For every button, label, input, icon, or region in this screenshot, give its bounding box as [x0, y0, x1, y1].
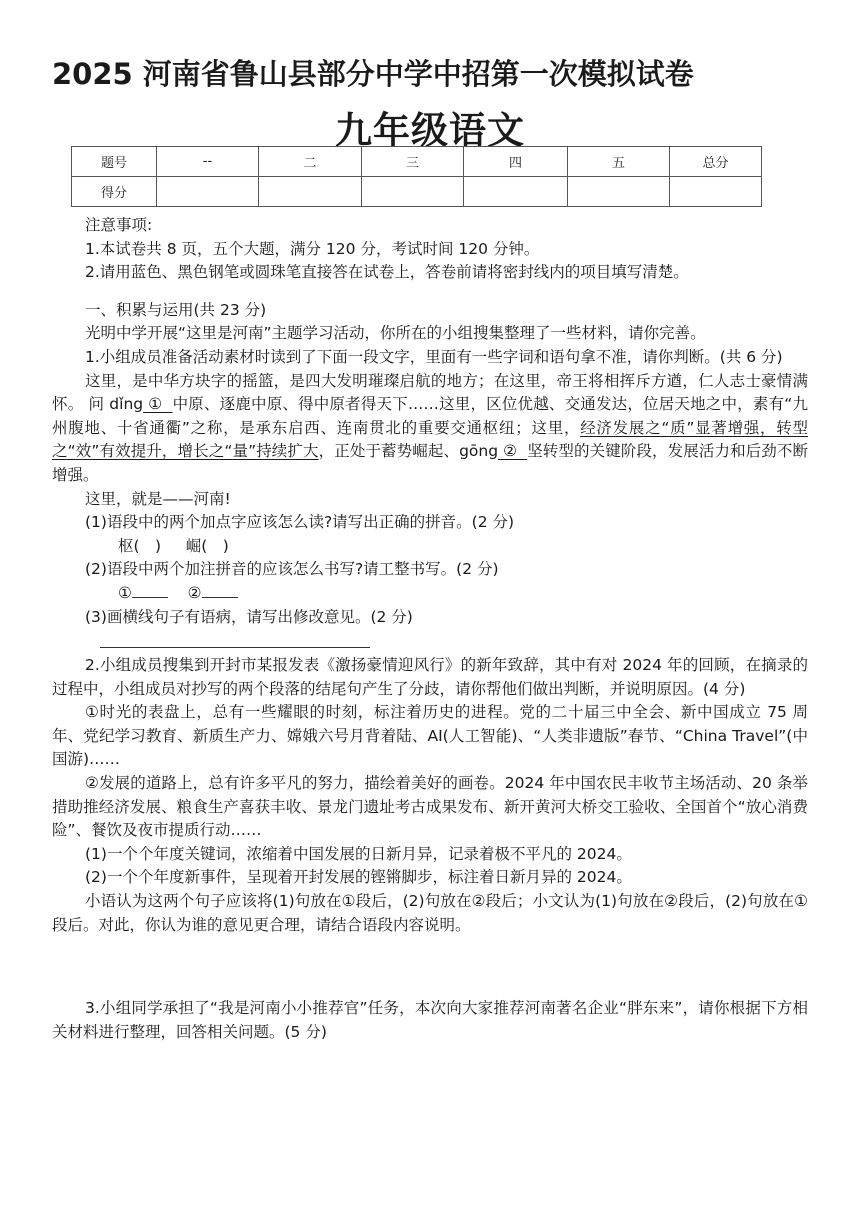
score-cell-section-1: -- — [157, 147, 259, 177]
underlined-sentence: 经济发展之“质”显著增强，转型之“效”有效提升，增长之“量”持续扩大 — [52, 418, 808, 461]
pinyin-blank-1[interactable]: ① — [148, 395, 163, 414]
q1-passage-part-c: ，正处于蓄势崛起、gōng — [318, 442, 499, 461]
score-cell-section-5: 五 — [568, 147, 670, 177]
pinyin-blank-2[interactable]: ② — [503, 442, 518, 461]
q2-paragraph-1: ①时光的表盘上，总有一些耀眼的时刻，标注着历史的进程。党的二十届三中全会、新中国成立 75 周年、党纪学习教育、新质生产力、嫦娥六号月背着陆、AI(人工智能)、“人类非遗版”春节、“China Travel”(中国游)…… — [52, 703, 808, 769]
score-cell-section-2: 二 — [259, 147, 362, 177]
exam-content — [52, 214, 808, 1044]
score-cell-section-4: 四 — [464, 147, 568, 177]
q2-stem: 2.小组成员搜集到开封市某报发表《激扬豪情迎风行》的新年致辞，其中有对 2024 年的回顾，在摘录的过程中，小组成员对抄写的两个段落的结尾句产生了分歧，请你帮他们做出判断，并说明原因。(4 分) — [52, 656, 808, 698]
score-table — [71, 146, 762, 207]
score-input-cell[interactable] — [464, 177, 568, 207]
q1-passage-part-a: 这里，是中华方块字的摇篮，是四大发明璀璨启航的地方；在这里，帝王将相挥斥方遒，仁人志士豪情满怀。 问 dǐng — [52, 371, 808, 414]
q1-passage — [52, 370, 808, 488]
q2-question: 小语认为这两个句子应该将(1)句放在①段后，(2)句放在②段后；小文认为(1)句放在②段后，(2)句放在①段后。对此，你认为谁的意见更合理，请结合语段内容说明。 — [52, 892, 808, 934]
section1-intro: 光明中学开展“这里是河南”主题学习活动，你所在的小组搜集整理了一些材料，请你完善。 — [85, 324, 706, 343]
q1-passage-part-d: 坚转型的关键阶段，发展活力和后劲不断增强。 — [52, 442, 808, 484]
score-table-score-row — [72, 177, 762, 207]
pinyin-answer-jue[interactable]: 崛( ) — [185, 536, 229, 555]
notes-heading: 注意事项: — [85, 216, 153, 234]
q1-sub1: (1)语段中的两个加点字应该怎么读?请写出正确的拼音。(2 分) — [85, 513, 515, 532]
score-input-cell[interactable] — [670, 177, 762, 207]
q1-sub1-answers — [52, 535, 808, 559]
q2-answer-space[interactable] — [52, 937, 808, 997]
score-cell-label: 题号 — [72, 147, 157, 177]
score-input-cell[interactable] — [362, 177, 464, 207]
handwrite-blank-2[interactable] — [202, 582, 238, 598]
q2-sentence-1: (1)一个个年度关键词，浓缩着中国发展的日新月异，记录着极不平凡的 2024。 — [85, 844, 632, 863]
q1-stem: 1.小组成员准备活动素材时读到了下面一段文字，里面有一些字词和语句拿不准，请你判断。(共 6 分) — [85, 347, 783, 366]
score-input-cell[interactable] — [568, 177, 670, 207]
notes-item-2: 2.请用蓝色、黑色钢笔或圆珠笔直接答在试卷上，答卷前请将密封线内的项目填写清楚。 — [85, 263, 689, 282]
score-cell-section-3: 三 — [362, 147, 464, 177]
score-input-cell[interactable] — [157, 177, 259, 207]
exam-title: 2025 河南省鲁山县部分中学中招第一次模拟试卷 — [52, 57, 694, 91]
handwrite-blank-1[interactable] — [132, 582, 168, 598]
notes-item-1: 1.本试卷共 8 页，五个大题，满分 120 分，考试时间 120 分钟。 — [85, 239, 540, 258]
q1-sub3: (3)画横线句子有语病，请写出修改意见。(2 分) — [85, 607, 413, 626]
score-cell-total: 总分 — [670, 147, 762, 177]
section1-heading: 一、积累与运用(共 23 分) — [85, 300, 267, 319]
q1-passage-part-b: 中原、逐鹿中原、得中原者得天下……这里，区位优越、交通发达，位居天地之中，素有“九州腹地、十省通衢”之称，是承东启西、连南贯北的重要交通枢纽；这里， — [52, 395, 808, 437]
q2-sentence-2: (2)一个个年度新事件，呈现着开封发展的铿锵脚步，标注着日新月异的 2024。 — [85, 868, 632, 887]
q1-sub2-answers: ① ② — [52, 582, 808, 606]
q1-sub2: (2)语段中两个加注拼音的应该怎么书写?请工整书写。(2 分) — [85, 560, 499, 579]
score-input-cell[interactable] — [259, 177, 362, 207]
q2-paragraph-2: ②发展的道路上，总有许多平凡的努力，描绘着美好的画卷。2024 年中国农民丰收节主场活动、20 条举措助推经济发展、粮食生产喜获丰收、景龙门遗址考古成果发布、新开黄河大桥交工验收、全国首个“放心消费险”、餐饮及夜市提质行动…… — [52, 774, 808, 840]
q1-sub3-answer-line[interactable] — [100, 629, 370, 648]
score-row-label: 得分 — [72, 177, 157, 207]
q3-stem: 3.小组同学承担了“我是河南小小推荐官”任务，本次向大家推荐河南著名企业“胖东来”，请你根据下方相关材料进行整理，回答相关问题。(5 分) — [52, 999, 808, 1041]
q1-closing: 这里，就是——河南! — [85, 489, 231, 508]
exam-subtitle: 九年级语文 — [335, 109, 525, 152]
pinyin-answer-shu[interactable]: 枢( ) — [118, 536, 162, 555]
score-table-header-row — [72, 147, 762, 177]
